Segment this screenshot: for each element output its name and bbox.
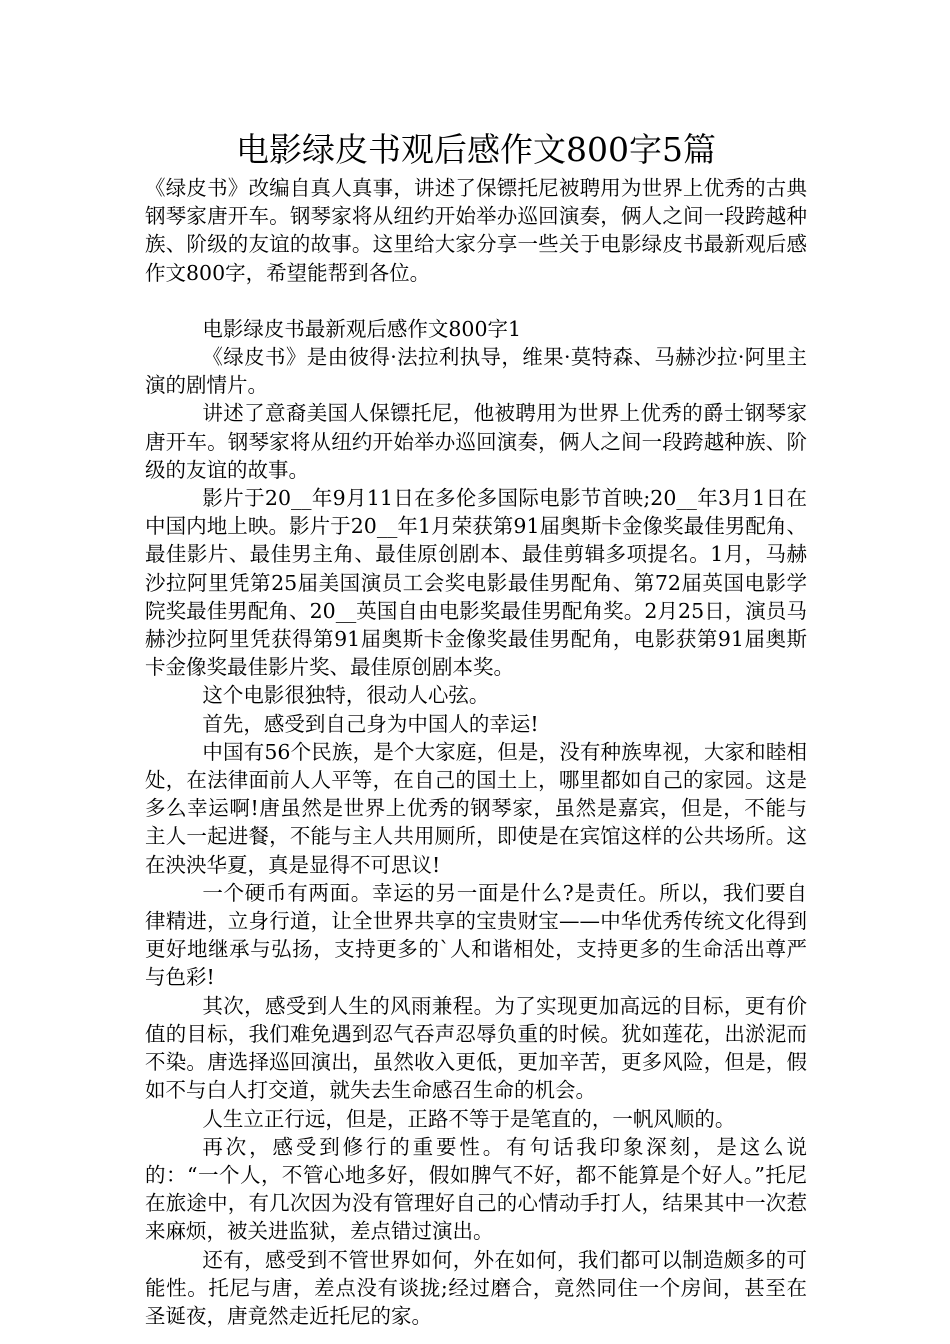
body-paragraph: 《绿皮书》是由彼得·法拉利执导，维果·莫特森、马赫沙拉·阿里主演的剧情片。 (145, 345, 807, 398)
body-paragraph: 中国有56个民族，是个大家庭，但是，没有种族卑视，大家和睦相处，在法律面前人人平等，在自己的国土上，哪里都如自己的家园。这是多么幸运啊!唐虽然是世界上优秀的钢琴家，虽然是嘉宾，但是，不能与主人一起进餐，不能与主人共用厕所，即使是在宾馆这样的公共场所。这在泱泱华夏，真是显得不可思议! (145, 739, 807, 877)
document-page (145, 128, 807, 1330)
body-paragraph: 再次，感受到修行的重要性。有句话我印象深刻，是这么说的：“一个人，不管心地多好，假如脾气不好，都不能算是个好人。”托尼在旅途中，有几次因为没有管理好自己的心情动手打人，结果其中一次惹来麻烦，被关进监狱，差点错过演出。 (145, 1134, 807, 1244)
body-paragraph: 还有，感受到不管世界如何，外在如何，我们都可以制造颇多的可能性。托尼与唐，差点没有谈拢;经过磨合，竟然同住一个房间，甚至在圣诞夜，唐竟然走近托尼的家。 (145, 1247, 807, 1328)
body-paragraph: 影片于20__年9月11日在多伦多国际电影节首映;20__年3月1日在中国内地上映。影片于20__年1月荣获第91届奥斯卡金像奖最佳男配角、最佳影片、最佳男主角、最佳原创剧本、最佳剪辑多项提名。1月，马赫沙拉阿里凭第25届美国演员工会奖电影最佳男配角、第72届英国电影学院奖最佳男配角、20__英国自由电影奖最佳男配角奖。2月25日，演员马赫沙拉阿里凭获得第91届奥斯卡金像奖最佳男配角，电影获第91届奥斯卡金像奖最佳影片奖、最佳原创剧本奖。 (145, 486, 807, 680)
body-paragraph: 人生立正行远，但是，正路不等于是笔直的，一帆风顺的。 (202, 1106, 736, 1131)
section-heading: 电影绿皮书最新观后感作文800字1 (202, 316, 522, 341)
paragraph-gap (145, 287, 807, 315)
body-paragraph: 一个硬币有两面。幸运的另一面是什么?是责任。所以，我们要自律精进，立身行道，让全世界共享的宝贵财宝——中华优秀传统文化得到更好地继承与弘扬，支持更多的`人和谐相处，支持更多的生命活出尊严与色彩! (145, 880, 807, 990)
document-title: 电影绿皮书观后感作文800字5篇 (236, 130, 716, 169)
body-paragraph: 其次，感受到人生的风雨兼程。为了实现更加高远的目标，更有价值的目标，我们难免遇到忍气吞声忍辱负重的时候。犹如莲花，出淤泥而不染。唐选择巡回演出，虽然收入更低，更加辛苦，更多风险，但是，假如不与白人打交道，就失去生命感召生命的机会。 (145, 993, 807, 1103)
body-paragraph: 首先，感受到自己身为中国人的幸运! (202, 711, 539, 736)
intro-paragraph: 《绿皮书》改编自真人真事，讲述了保镖托尼被聘用为世界上优秀的古典钢琴家唐开车。钢琴家将从纽约开始举办巡回演奏，俩人之间一段跨越种族、阶级的友谊的故事。这里给大家分享一些关于电影绿皮书最新观后感作文800字，希望能帮到各位。 (145, 176, 807, 285)
body-paragraph: 讲述了意裔美国人保镖托尼，他被聘用为世界上优秀的爵士钢琴家唐开车。钢琴家将从纽约开始举办巡回演奏，俩人之间一段跨越种族、阶级的友谊的故事。 (145, 401, 807, 482)
body-paragraph: 这个电影很独特，很动人心弦。 (202, 683, 490, 708)
